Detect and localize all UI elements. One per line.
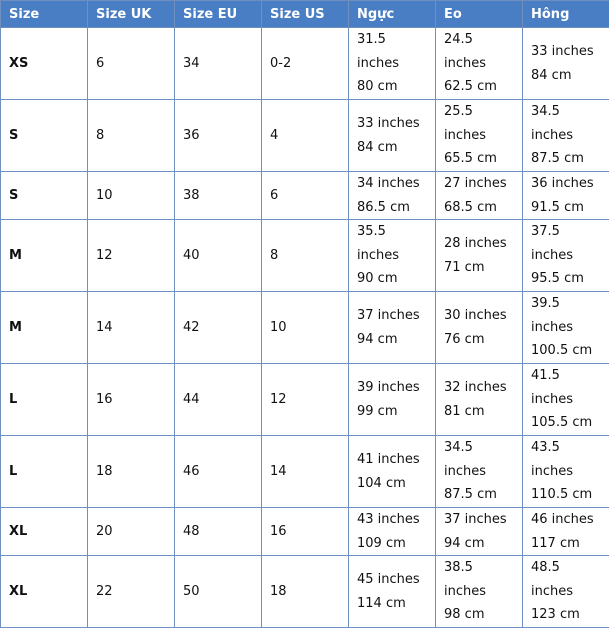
hong-cell <box>523 556 609 628</box>
eo-cell-line: inches <box>444 463 487 479</box>
hong-cell-line: 100.5 cm <box>531 343 593 359</box>
size-eu-cell: 42 <box>175 292 262 364</box>
nguc-cell <box>349 172 436 220</box>
table-row <box>1 556 609 628</box>
eo-cell <box>436 100 523 172</box>
table-row <box>1 172 609 220</box>
size-uk-cell: 22 <box>88 556 175 628</box>
hong-cell <box>523 100 609 172</box>
hong-cell <box>523 436 609 508</box>
hong-cell-line: 48.5 <box>531 560 560 576</box>
hong-cell-line: 41.5 <box>531 368 560 384</box>
size-eu-cell: 38 <box>175 172 262 220</box>
size-us-cell: 6 <box>262 172 349 220</box>
nguc-cell-line: 45 inches <box>357 572 420 587</box>
size-cell: L <box>1 436 88 508</box>
hong-cell-line: inches <box>531 319 574 335</box>
eo-cell-line: 94 cm <box>444 535 485 551</box>
size-eu-cell: 46 <box>175 436 262 508</box>
size-uk-cell: 6 <box>88 28 175 100</box>
size-cell: L <box>1 364 88 436</box>
size-cell: M <box>1 220 88 292</box>
eo-cell-line: 76 cm <box>444 331 485 347</box>
hong-cell-line: 37.5 <box>531 224 560 240</box>
header-row <box>1 1 609 28</box>
nguc-cell <box>349 556 436 628</box>
hong-cell-line: 43.5 <box>531 440 560 456</box>
header-size-us: Size US <box>262 1 349 28</box>
nguc-cell-line: inches <box>357 247 400 263</box>
hong-cell-line: 110.5 cm <box>531 487 593 503</box>
size-cell: XL <box>1 556 88 628</box>
size-us-cell: 12 <box>262 364 349 436</box>
hong-cell-line: inches <box>531 463 574 479</box>
hong-cell <box>523 292 609 364</box>
nguc-cell-line: 37 inches <box>357 308 420 323</box>
table-row <box>1 220 609 292</box>
eo-cell <box>436 172 523 220</box>
nguc-cell-line: 104 cm <box>357 475 406 491</box>
size-uk-cell: 20 <box>88 508 175 556</box>
hong-cell-line: 91.5 cm <box>531 199 584 215</box>
eo-cell <box>436 508 523 556</box>
size-us-cell: 4 <box>262 100 349 172</box>
eo-cell-line: 68.5 cm <box>444 199 497 215</box>
eo-cell-line: 32 inches <box>444 380 507 395</box>
nguc-cell-line: 84 cm <box>357 139 398 155</box>
hong-cell <box>523 28 609 100</box>
hong-cell-line: 87.5 cm <box>531 151 584 167</box>
nguc-cell <box>349 508 436 556</box>
eo-cell-line: 34.5 <box>444 440 473 456</box>
hong-cell <box>523 364 609 436</box>
size-cell: XS <box>1 28 88 100</box>
size-uk-cell: 12 <box>88 220 175 292</box>
hong-cell-line: 33 inches <box>531 44 594 59</box>
nguc-cell-line: 31.5 <box>357 32 386 48</box>
nguc-cell-line: 34 inches <box>357 176 420 191</box>
eo-cell-line: 28 inches <box>444 236 507 251</box>
nguc-cell <box>349 292 436 364</box>
nguc-cell-line: 90 cm <box>357 271 398 287</box>
hong-cell-line: inches <box>531 391 574 407</box>
nguc-cell-line: 94 cm <box>357 331 398 347</box>
header-size-eu: Size EU <box>175 1 262 28</box>
eo-cell <box>436 28 523 100</box>
nguc-cell-line: inches <box>357 55 400 71</box>
nguc-cell-line: 43 inches <box>357 512 420 527</box>
hong-cell <box>523 508 609 556</box>
size-us-cell: 10 <box>262 292 349 364</box>
hong-cell-line: inches <box>531 583 574 599</box>
nguc-cell-line: 41 inches <box>357 452 420 467</box>
size-eu-cell: 50 <box>175 556 262 628</box>
nguc-cell <box>349 436 436 508</box>
table-row <box>1 508 609 556</box>
eo-cell-line: 24.5 <box>444 32 473 48</box>
eo-cell <box>436 436 523 508</box>
size-uk-cell: 16 <box>88 364 175 436</box>
size-uk-cell: 14 <box>88 292 175 364</box>
nguc-cell-line: 80 cm <box>357 79 398 95</box>
size-cell: M <box>1 292 88 364</box>
nguc-cell-line: 86.5 cm <box>357 199 410 215</box>
nguc-cell-line: 99 cm <box>357 403 398 419</box>
size-eu-cell: 44 <box>175 364 262 436</box>
header-hong: Hông <box>523 1 609 28</box>
table-row <box>1 100 609 172</box>
eo-cell-line: 38.5 <box>444 560 473 576</box>
hong-cell-line: 117 cm <box>531 535 580 551</box>
header-eo: Eo <box>436 1 523 28</box>
nguc-cell-line: 39 inches <box>357 380 420 395</box>
hong-cell-line: inches <box>531 127 574 143</box>
size-eu-cell: 48 <box>175 508 262 556</box>
nguc-cell <box>349 364 436 436</box>
table-row <box>1 292 609 364</box>
hong-cell <box>523 172 609 220</box>
eo-cell <box>436 220 523 292</box>
table-row <box>1 28 609 100</box>
size-us-cell: 16 <box>262 508 349 556</box>
size-us-cell: 18 <box>262 556 349 628</box>
eo-cell-line: inches <box>444 583 487 599</box>
table-row <box>1 436 609 508</box>
hong-cell-line: 34.5 <box>531 104 560 120</box>
size-us-cell: 0-2 <box>262 28 349 100</box>
eo-cell-line: inches <box>444 55 487 71</box>
table-body <box>1 28 609 628</box>
eo-cell-line: 30 inches <box>444 308 507 323</box>
size-uk-cell: 8 <box>88 100 175 172</box>
eo-cell-line: 62.5 cm <box>444 79 497 95</box>
eo-cell-line: 71 cm <box>444 259 485 275</box>
hong-cell-line: 36 inches <box>531 176 594 191</box>
size-uk-cell: 10 <box>88 172 175 220</box>
hong-cell-line: 95.5 cm <box>531 271 584 287</box>
hong-cell-line: 46 inches <box>531 512 594 527</box>
header-nguc: Ngực <box>349 1 436 28</box>
hong-cell-line: 105.5 cm <box>531 415 593 431</box>
nguc-cell-line: 33 inches <box>357 116 420 131</box>
hong-cell <box>523 220 609 292</box>
eo-cell-line: inches <box>444 127 487 143</box>
size-eu-cell: 36 <box>175 100 262 172</box>
eo-cell-line: 37 inches <box>444 512 507 527</box>
nguc-cell-line: 35.5 <box>357 224 386 240</box>
eo-cell-line: 25.5 <box>444 104 473 120</box>
size-eu-cell: 40 <box>175 220 262 292</box>
hong-cell-line: 39.5 <box>531 296 560 312</box>
size-cell: S <box>1 172 88 220</box>
header-size-uk: Size UK <box>88 1 175 28</box>
nguc-cell-line: 109 cm <box>357 535 406 551</box>
eo-cell-line: 81 cm <box>444 403 485 419</box>
hong-cell-line: 84 cm <box>531 67 572 83</box>
eo-cell-line: 27 inches <box>444 176 507 191</box>
header-size: Size <box>1 1 88 28</box>
size-cell: S <box>1 100 88 172</box>
size-us-cell: 8 <box>262 220 349 292</box>
size-eu-cell: 34 <box>175 28 262 100</box>
eo-cell-line: 65.5 cm <box>444 151 497 167</box>
size-cell: XL <box>1 508 88 556</box>
eo-cell <box>436 364 523 436</box>
eo-cell-line: 98 cm <box>444 607 485 623</box>
eo-cell <box>436 292 523 364</box>
size-uk-cell: 18 <box>88 436 175 508</box>
size-us-cell: 14 <box>262 436 349 508</box>
hong-cell-line: inches <box>531 247 574 263</box>
table-row <box>1 364 609 436</box>
nguc-cell <box>349 220 436 292</box>
nguc-cell-line: 114 cm <box>357 595 406 611</box>
nguc-cell <box>349 28 436 100</box>
eo-cell <box>436 556 523 628</box>
nguc-cell <box>349 100 436 172</box>
hong-cell-line: 123 cm <box>531 607 580 623</box>
eo-cell-line: 87.5 cm <box>444 487 497 503</box>
